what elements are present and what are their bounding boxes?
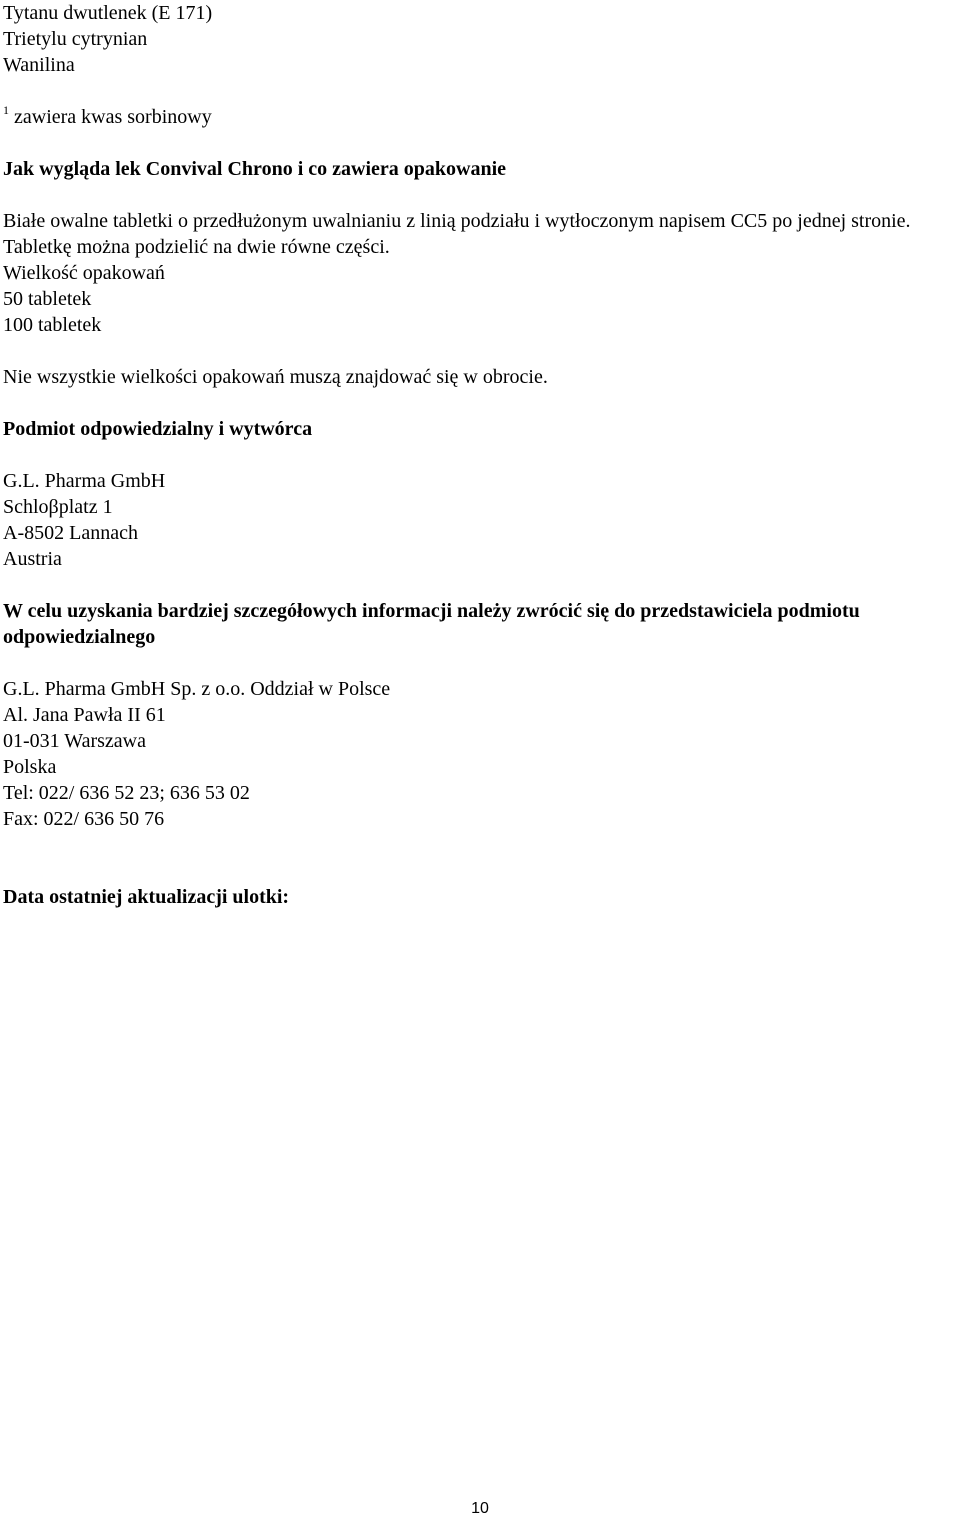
page-number: 10: [471, 1500, 489, 1517]
manufacturer-address-line: Austria: [3, 548, 62, 570]
excipient-line: Trietylu cytrynian: [3, 28, 148, 50]
footnote-text: zawiera kwas sorbinowy: [14, 106, 212, 128]
pack-size-item: 100 tabletek: [3, 314, 102, 336]
representative-phone: Tel: 022/ 636 52 23; 636 53 02: [3, 782, 250, 804]
representative-address-line: Polska: [3, 756, 57, 778]
excipient-line: Tytanu dwutlenek (E 171): [3, 2, 213, 24]
tablet-description: Białe owalne tabletki o przedłużonym uwalnianiu z linią podziału i wytłoczonym napisem CC5 po jednej stronie.: [3, 210, 911, 232]
pack-size-item: 50 tabletek: [3, 288, 92, 310]
manufacturer-address-line: A-8502 Lannach: [3, 522, 138, 544]
manufacturer-address-line: Schloβplatz 1: [3, 496, 113, 518]
footnote: [3, 104, 958, 130]
tablet-divisible-note: Tabletkę można podzielić na dwie równe części.: [3, 236, 390, 258]
last-update-label: Data ostatniej aktualizacji ulotki:: [3, 886, 290, 908]
representative-address-line: G.L. Pharma GmbH Sp. z o.o. Oddział w Polsce: [3, 678, 391, 700]
excipient-line: Wanilina: [3, 54, 75, 76]
manufacturer-address-line: G.L. Pharma GmbH: [3, 470, 166, 492]
representative-address-line: 01-031 Warszawa: [3, 730, 146, 752]
footnote-marker: 1: [3, 103, 9, 117]
appearance-heading: Jak wygląda lek Convival Chrono i co zawiera opakowanie: [3, 158, 506, 180]
availability-note: Nie wszystkie wielkości opakowań muszą znajdować się w obrocie.: [3, 366, 548, 388]
representative-address-line: Al. Jana Pawła II 61: [3, 704, 166, 726]
manufacturer-heading: Podmiot odpowiedzialny i wytwórca: [3, 418, 313, 440]
leaflet-page: [3, 0, 958, 910]
representative-heading: W celu uzyskania bardziej szczegółowych informacji należy zwrócić się do przedstawiciela podmiotu odpowiedzialnego: [3, 600, 860, 648]
pack-sizes-label: Wielkość opakowań: [3, 262, 165, 284]
representative-fax: Fax: 022/ 636 50 76: [3, 808, 165, 830]
